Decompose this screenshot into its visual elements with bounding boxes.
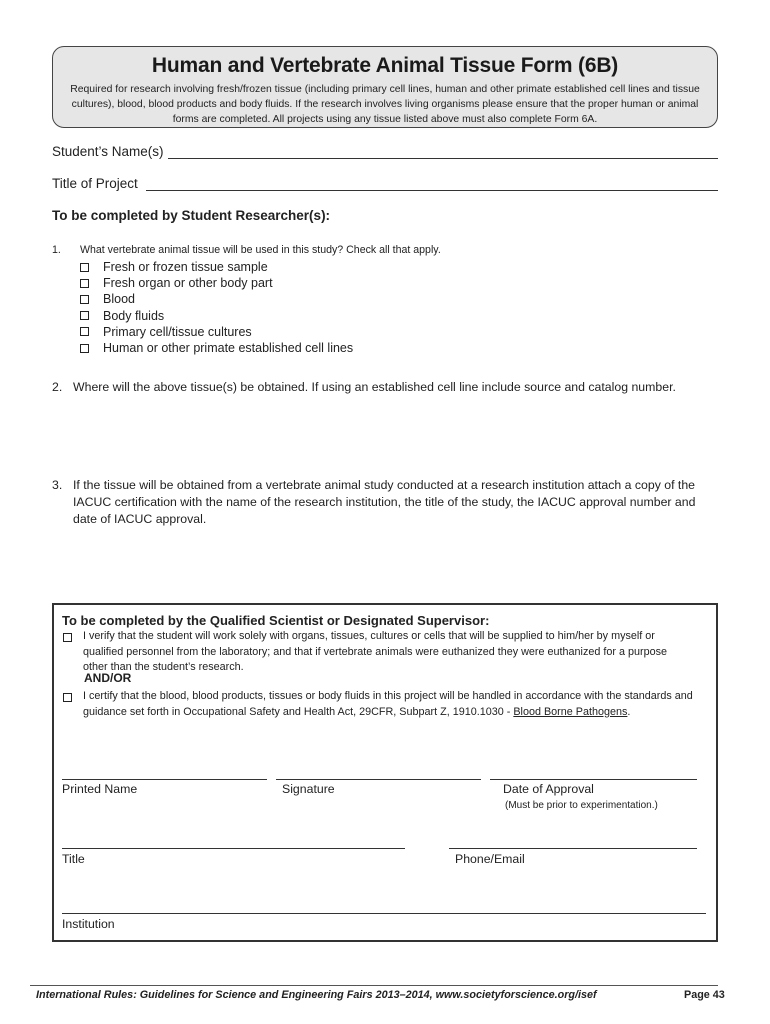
question-3-number: 3.	[52, 478, 63, 492]
question-2-number: 2.	[52, 380, 63, 394]
printed-name-field[interactable]	[62, 779, 267, 780]
footer-citation: International Rules: Guidelines for Science and Engineering Fairs 2013–2014, www.societyforscience.org/isef	[36, 989, 597, 1001]
list-item	[80, 291, 353, 307]
printed-name-label: Printed Name	[62, 782, 138, 796]
list-item	[80, 340, 353, 356]
checkbox[interactable]	[80, 295, 89, 304]
certify-checkbox[interactable]	[63, 693, 72, 702]
project-title-field[interactable]	[146, 176, 718, 191]
phone-email-label: Phone/Email	[455, 852, 525, 866]
verify-text: I verify that the student will work solely with organs, tissues, cultures or cells that will be supplied to him/her by myself or qualified personnel from the laboratory; and that if vertebrate animals were euthanized they were euthanized for a purpose other than the student’s research.	[83, 630, 667, 673]
verify-statement	[63, 629, 693, 676]
phone-email-field[interactable]	[449, 848, 697, 849]
question-1-text: What vertebrate animal tissue will be used in this study? Check all that apply.	[80, 244, 441, 256]
page-number: Page 43	[684, 989, 725, 1001]
verify-checkbox[interactable]	[63, 633, 72, 642]
list-item	[80, 275, 353, 291]
checkbox[interactable]	[80, 327, 89, 336]
certify-text: I certify that the blood, blood products, tissues or body fluids in this project will be handled in accordance with the standards and guidance set forth in Occupational Safety and Health Act, 29CFR, Subpart Z, 1910.1030 -	[83, 690, 693, 718]
form-header	[52, 46, 718, 128]
title-label: Title	[62, 852, 85, 866]
option-label: Fresh organ or other body part	[103, 276, 273, 291]
option-label: Human or other primate established cell lines	[103, 341, 354, 356]
question-3-text: If the tissue will be obtained from a vertebrate animal study conducted at a research institution attach a copy of the IACUC certification with the name of the research institution, the title of the study, the IACUC approval number and date of IACUC approval.	[73, 478, 696, 526]
list-item	[80, 308, 353, 324]
certify-end: .	[627, 705, 631, 718]
question-3	[52, 477, 719, 528]
option-label: Fresh or frozen tissue sample	[103, 260, 268, 275]
students-name-label: Student’s Name(s)	[52, 144, 164, 159]
list-item	[80, 259, 353, 275]
blood-borne-pathogens-link[interactable]: Blood Borne Pathogens	[513, 705, 628, 718]
checkbox[interactable]	[80, 279, 89, 288]
project-title-row	[52, 176, 718, 191]
date-note: (Must be prior to experimentation.)	[505, 800, 658, 811]
checkbox[interactable]	[80, 311, 89, 320]
question-2-text: Where will the above tissue(s) be obtained. If using an established cell line include source and catalog number.	[73, 380, 676, 394]
checkbox[interactable]	[80, 263, 89, 272]
option-label: Primary cell/tissue cultures	[103, 324, 252, 339]
institution-label: Institution	[62, 917, 115, 931]
supervisor-section-heading: To be completed by the Qualified Scientist or Designated Supervisor:	[62, 613, 490, 628]
students-name-row	[52, 144, 718, 159]
form-title: Human and Vertebrate Animal Tissue Form (6B)	[151, 54, 619, 77]
title-field[interactable]	[62, 848, 405, 849]
institution-field[interactable]	[62, 913, 706, 914]
option-label: Blood	[103, 292, 135, 307]
question-1-number: 1.	[52, 244, 61, 256]
student-section-heading: To be completed by Student Researcher(s):	[52, 208, 331, 223]
list-item	[80, 324, 353, 340]
project-title-label: Title of Project	[52, 176, 138, 191]
tissue-checklist	[80, 259, 353, 356]
students-name-field[interactable]	[168, 144, 718, 159]
form-instructions: Required for research involving fresh/frozen tissue (including primary cell lines, human and other primate established cell lines and tissue cultures), blood, blood products and body fluids. If the research involves living organisms please ensure that the proper human or animal forms are completed. All projects using any tissue listed above must also complete Form 6A.	[70, 84, 700, 125]
signature-field[interactable]	[276, 779, 481, 780]
question-2	[52, 379, 719, 396]
footer-divider	[30, 985, 718, 986]
and-or-label: AND/OR	[84, 671, 132, 685]
date-of-approval-label: Date of Approval	[503, 782, 594, 796]
certify-text-block	[83, 689, 693, 720]
question-1	[52, 244, 441, 256]
certify-statement	[63, 689, 693, 720]
option-label: Body fluids	[103, 308, 165, 323]
signature-label: Signature	[282, 782, 335, 796]
checkbox[interactable]	[80, 344, 89, 353]
date-of-approval-field[interactable]	[490, 779, 697, 780]
